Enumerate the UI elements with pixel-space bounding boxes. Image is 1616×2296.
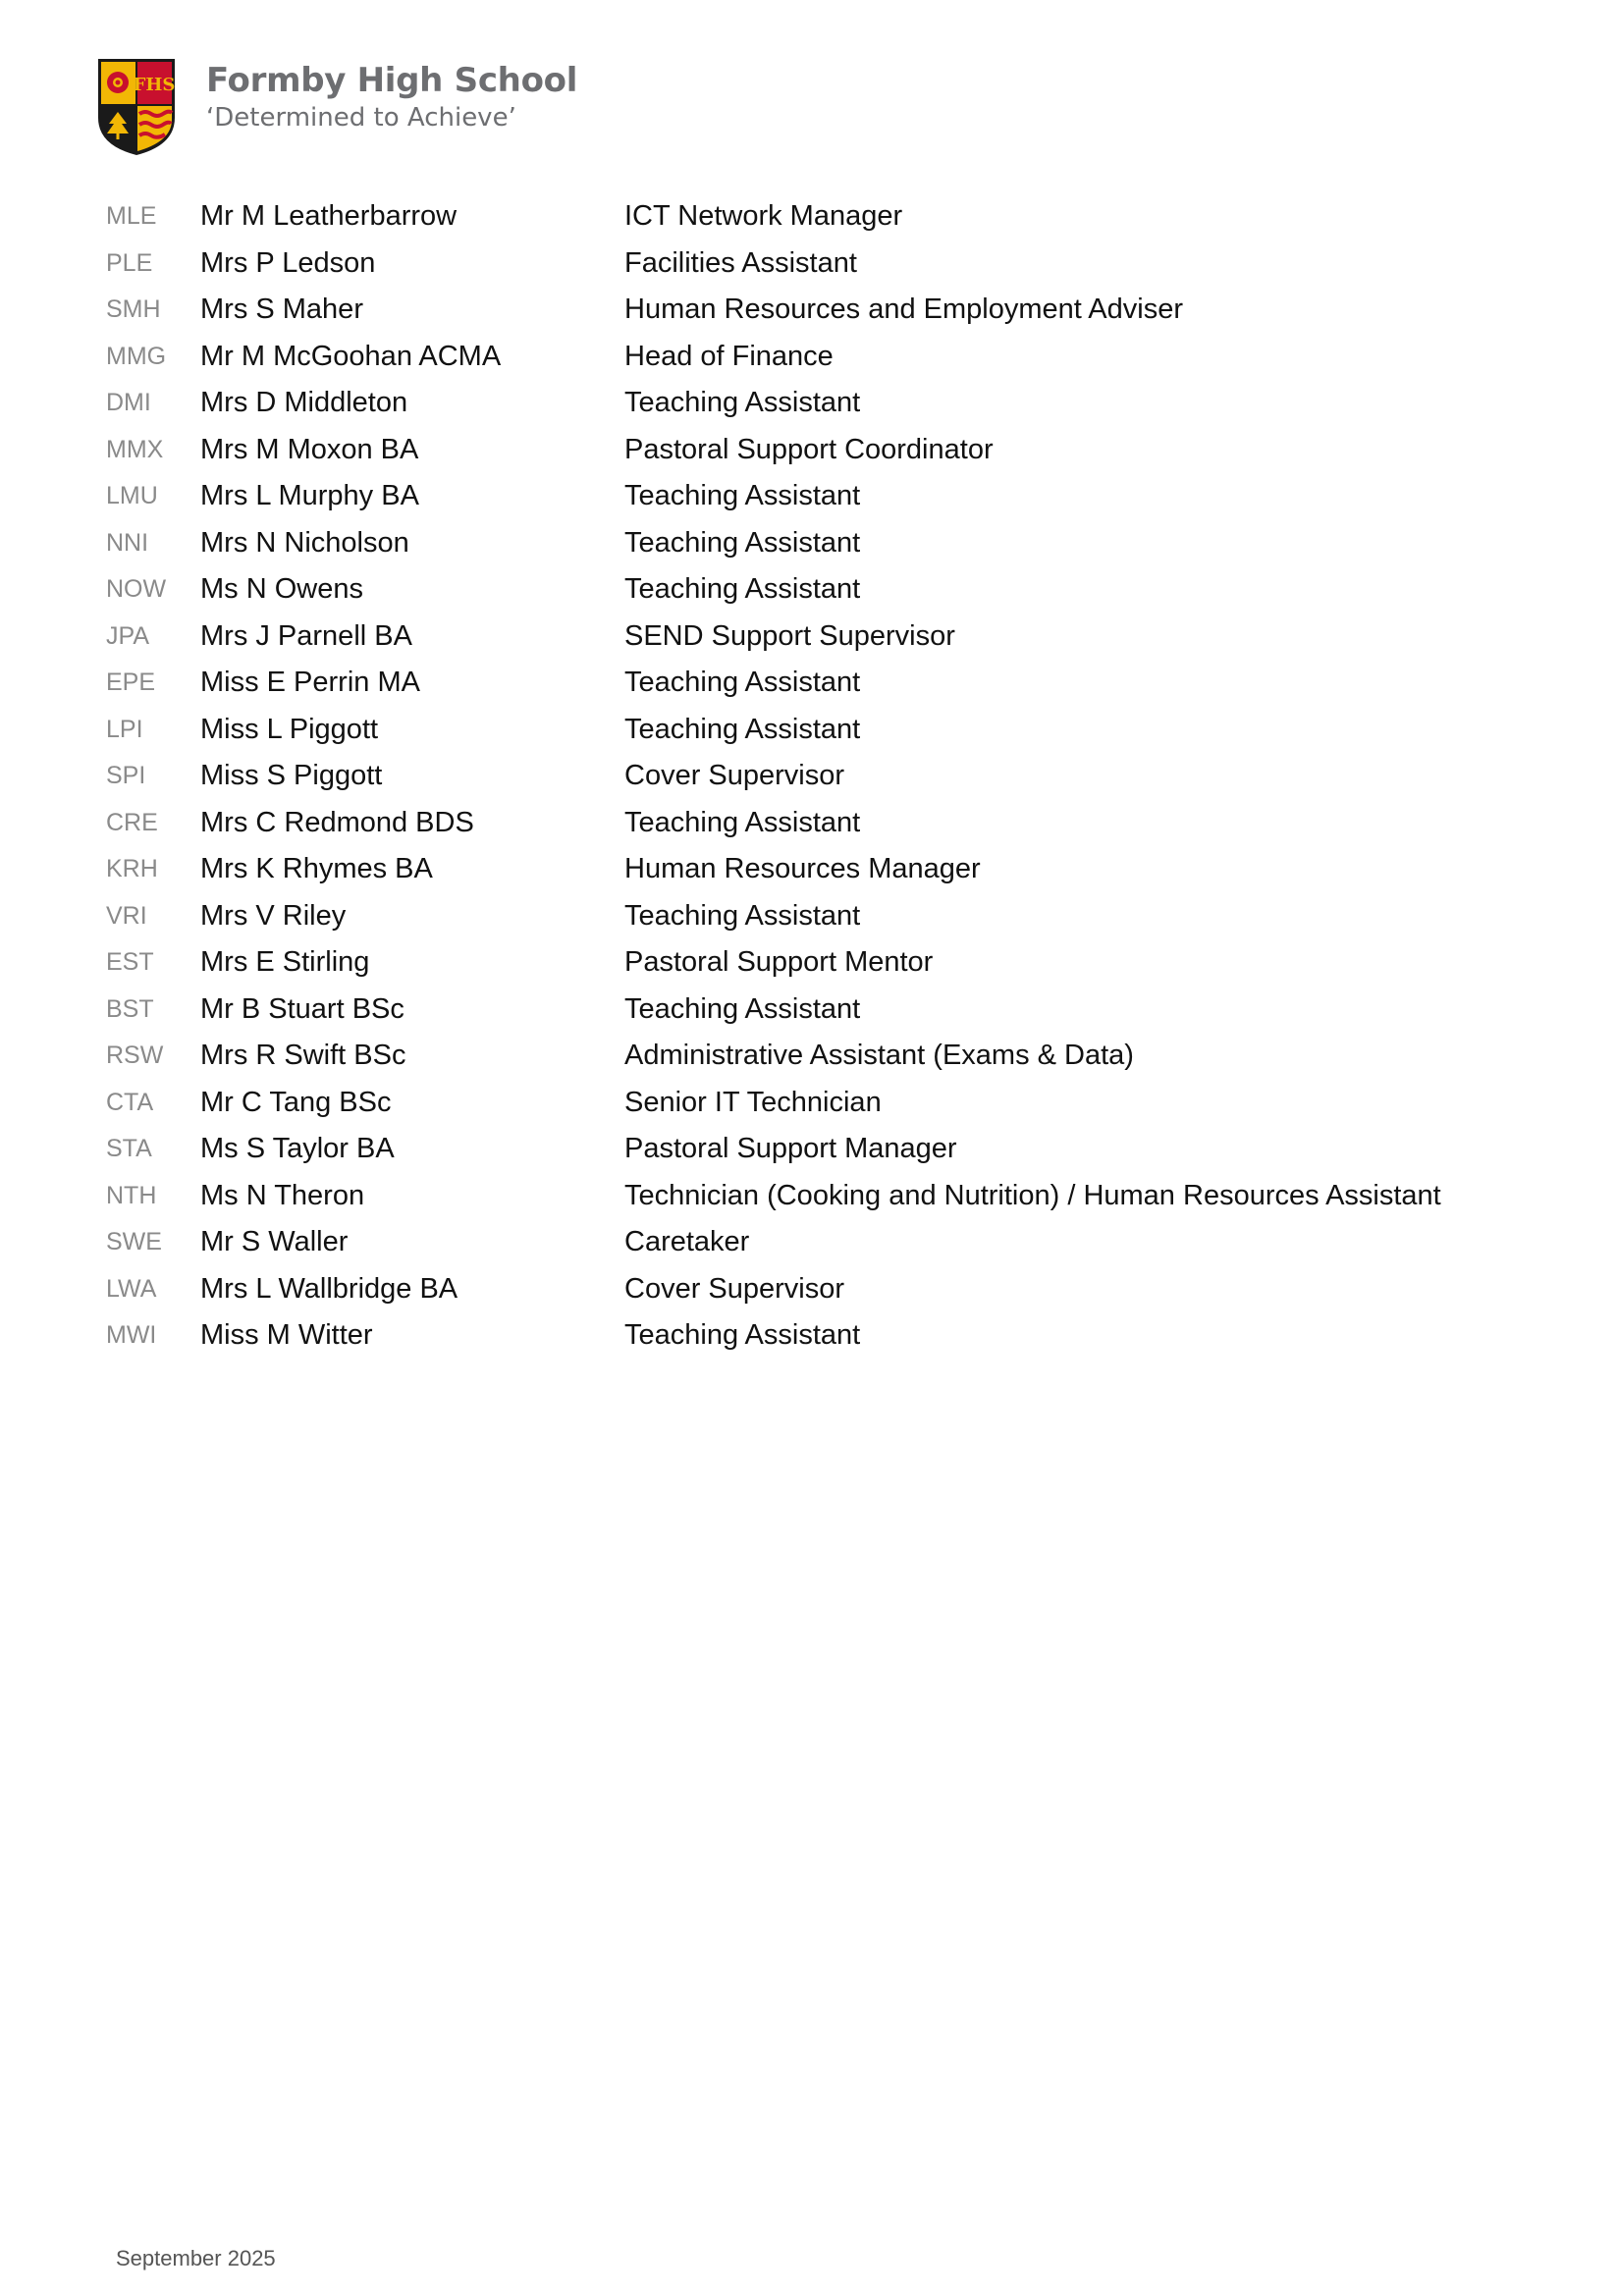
staff-name: Mrs P Ledson xyxy=(200,246,376,279)
staff-name: Mrs S Maher xyxy=(200,294,363,325)
staff-code: KRH xyxy=(106,855,158,882)
footer-date: September 2025 xyxy=(116,2246,276,2270)
staff-list xyxy=(106,193,1520,1360)
staff-row xyxy=(106,287,1520,334)
staff-name: Mrs V Riley xyxy=(200,899,347,932)
staff-row xyxy=(106,1219,1520,1266)
staff-code: RSW xyxy=(106,1041,164,1069)
staff-row xyxy=(106,334,1520,381)
staff-name: Mr C Tang BSc xyxy=(200,1086,392,1118)
staff-role: Head of Finance xyxy=(624,340,834,372)
staff-row xyxy=(106,800,1520,847)
staff-row xyxy=(106,193,1520,240)
staff-name: Ms N Owens xyxy=(200,573,363,605)
staff-role: Pastoral Support Mentor xyxy=(624,946,934,978)
staff-code: MWI xyxy=(106,1321,157,1349)
staff-name: Mrs R Swift BSc xyxy=(200,1040,406,1071)
staff-row xyxy=(106,660,1520,707)
staff-name: Mr B Stuart BSc xyxy=(200,992,404,1025)
staff-row xyxy=(106,846,1520,893)
staff-name: Mr M Leatherbarrow xyxy=(200,200,458,232)
staff-name: Mrs C Redmond BDS xyxy=(200,806,474,838)
staff-row xyxy=(106,1126,1520,1173)
staff-role: Administrative Assistant (Exams & Data) xyxy=(624,1040,1134,1071)
staff-row xyxy=(106,987,1520,1034)
staff-row xyxy=(106,566,1520,614)
staff-code: JPA xyxy=(106,621,149,650)
school-title-block xyxy=(206,61,577,133)
staff-row xyxy=(106,1266,1520,1313)
staff-role: Facilities Assistant xyxy=(624,246,857,279)
staff-role: Caretaker xyxy=(624,1226,750,1257)
staff-role: Teaching Assistant xyxy=(624,573,861,605)
staff-role: Human Resources and Employment Adviser xyxy=(624,294,1183,325)
staff-role: Cover Supervisor xyxy=(624,760,845,791)
staff-code: DMI xyxy=(106,389,151,416)
staff-name: Mrs D Middleton xyxy=(200,387,408,418)
staff-name: Ms S Taylor BA xyxy=(200,1133,395,1164)
staff-role: Senior IT Technician xyxy=(624,1086,882,1118)
staff-role: Cover Supervisor xyxy=(624,1272,845,1305)
staff-name: Ms N Theron xyxy=(200,1179,365,1211)
staff-role: Teaching Assistant xyxy=(624,806,861,838)
staff-name: Miss L Piggott xyxy=(200,713,379,745)
staff-code: CTA xyxy=(106,1088,154,1116)
staff-row xyxy=(106,427,1520,474)
staff-code: CRE xyxy=(106,808,158,836)
staff-code: STA xyxy=(106,1135,152,1162)
staff-role: Teaching Assistant xyxy=(624,899,861,932)
staff-row xyxy=(106,939,1520,987)
staff-row xyxy=(106,707,1520,754)
staff-row xyxy=(106,473,1520,520)
staff-row xyxy=(106,614,1520,661)
staff-code: SPI xyxy=(106,762,146,789)
staff-name: Miss S Piggott xyxy=(200,760,383,791)
staff-role: Teaching Assistant xyxy=(624,713,861,745)
staff-code: SMH xyxy=(106,295,161,323)
staff-row xyxy=(106,893,1520,940)
staff-name: Mrs N Nicholson xyxy=(200,526,409,559)
staff-role: Pastoral Support Manager xyxy=(624,1133,957,1164)
staff-role: Teaching Assistant xyxy=(624,480,861,511)
staff-role: Teaching Assistant xyxy=(624,387,861,418)
staff-role: Teaching Assistant xyxy=(624,1319,861,1351)
staff-code: MMX xyxy=(106,435,164,463)
staff-name: Mrs J Parnell BA xyxy=(200,619,412,652)
staff-role: ICT Network Manager xyxy=(624,200,903,232)
staff-row xyxy=(106,1033,1520,1080)
staff-role: Teaching Assistant xyxy=(624,667,861,698)
staff-role: Teaching Assistant xyxy=(624,526,861,559)
staff-name: Mrs L Murphy BA xyxy=(200,480,419,511)
staff-code: SWE xyxy=(106,1228,162,1255)
staff-code: NTH xyxy=(106,1181,157,1209)
school-name: Formby High School xyxy=(206,61,578,100)
staff-code: LPI xyxy=(106,715,143,743)
staff-code: VRI xyxy=(106,901,147,930)
staff-name: Mr M McGoohan ACMA xyxy=(200,340,502,372)
staff-code: MLE xyxy=(106,202,157,230)
staff-code: NNI xyxy=(106,528,149,557)
staff-row xyxy=(106,1173,1520,1220)
staff-row xyxy=(106,1080,1520,1127)
staff-row xyxy=(106,1312,1520,1360)
staff-row xyxy=(106,753,1520,800)
staff-row xyxy=(106,240,1520,288)
staff-role: Technician (Cooking and Nutrition) / Human Resources Assistant xyxy=(624,1179,1441,1211)
staff-code: EPE xyxy=(106,668,156,696)
staff-role: Pastoral Support Coordinator xyxy=(624,433,994,465)
school-crest-logo xyxy=(96,57,177,157)
staff-code: EST xyxy=(106,948,154,976)
staff-name: Mrs E Stirling xyxy=(200,946,370,978)
staff-name: Mr S Waller xyxy=(200,1226,349,1257)
svg-text:FHS: FHS xyxy=(133,75,176,95)
staff-role: Human Resources Manager xyxy=(624,853,981,884)
staff-row xyxy=(106,520,1520,567)
staff-code: LWA xyxy=(106,1274,157,1303)
staff-name: Mrs M Moxon BA xyxy=(200,433,419,465)
staff-name: Miss E Perrin MA xyxy=(200,667,420,698)
staff-name: Mrs K Rhymes BA xyxy=(200,853,433,884)
staff-name: Mrs L Wallbridge BA xyxy=(200,1272,458,1305)
staff-code: PLE xyxy=(106,248,153,277)
page-header xyxy=(96,57,577,159)
staff-row xyxy=(106,380,1520,427)
staff-code: BST xyxy=(106,994,154,1023)
staff-code: MMG xyxy=(106,342,167,370)
staff-code: LMU xyxy=(106,482,158,509)
staff-code: NOW xyxy=(106,575,167,603)
staff-role: SEND Support Supervisor xyxy=(624,619,955,652)
school-motto: ‘Determined to Achieve’ xyxy=(206,103,516,133)
staff-name: Miss M Witter xyxy=(200,1319,373,1351)
staff-role: Teaching Assistant xyxy=(624,992,861,1025)
